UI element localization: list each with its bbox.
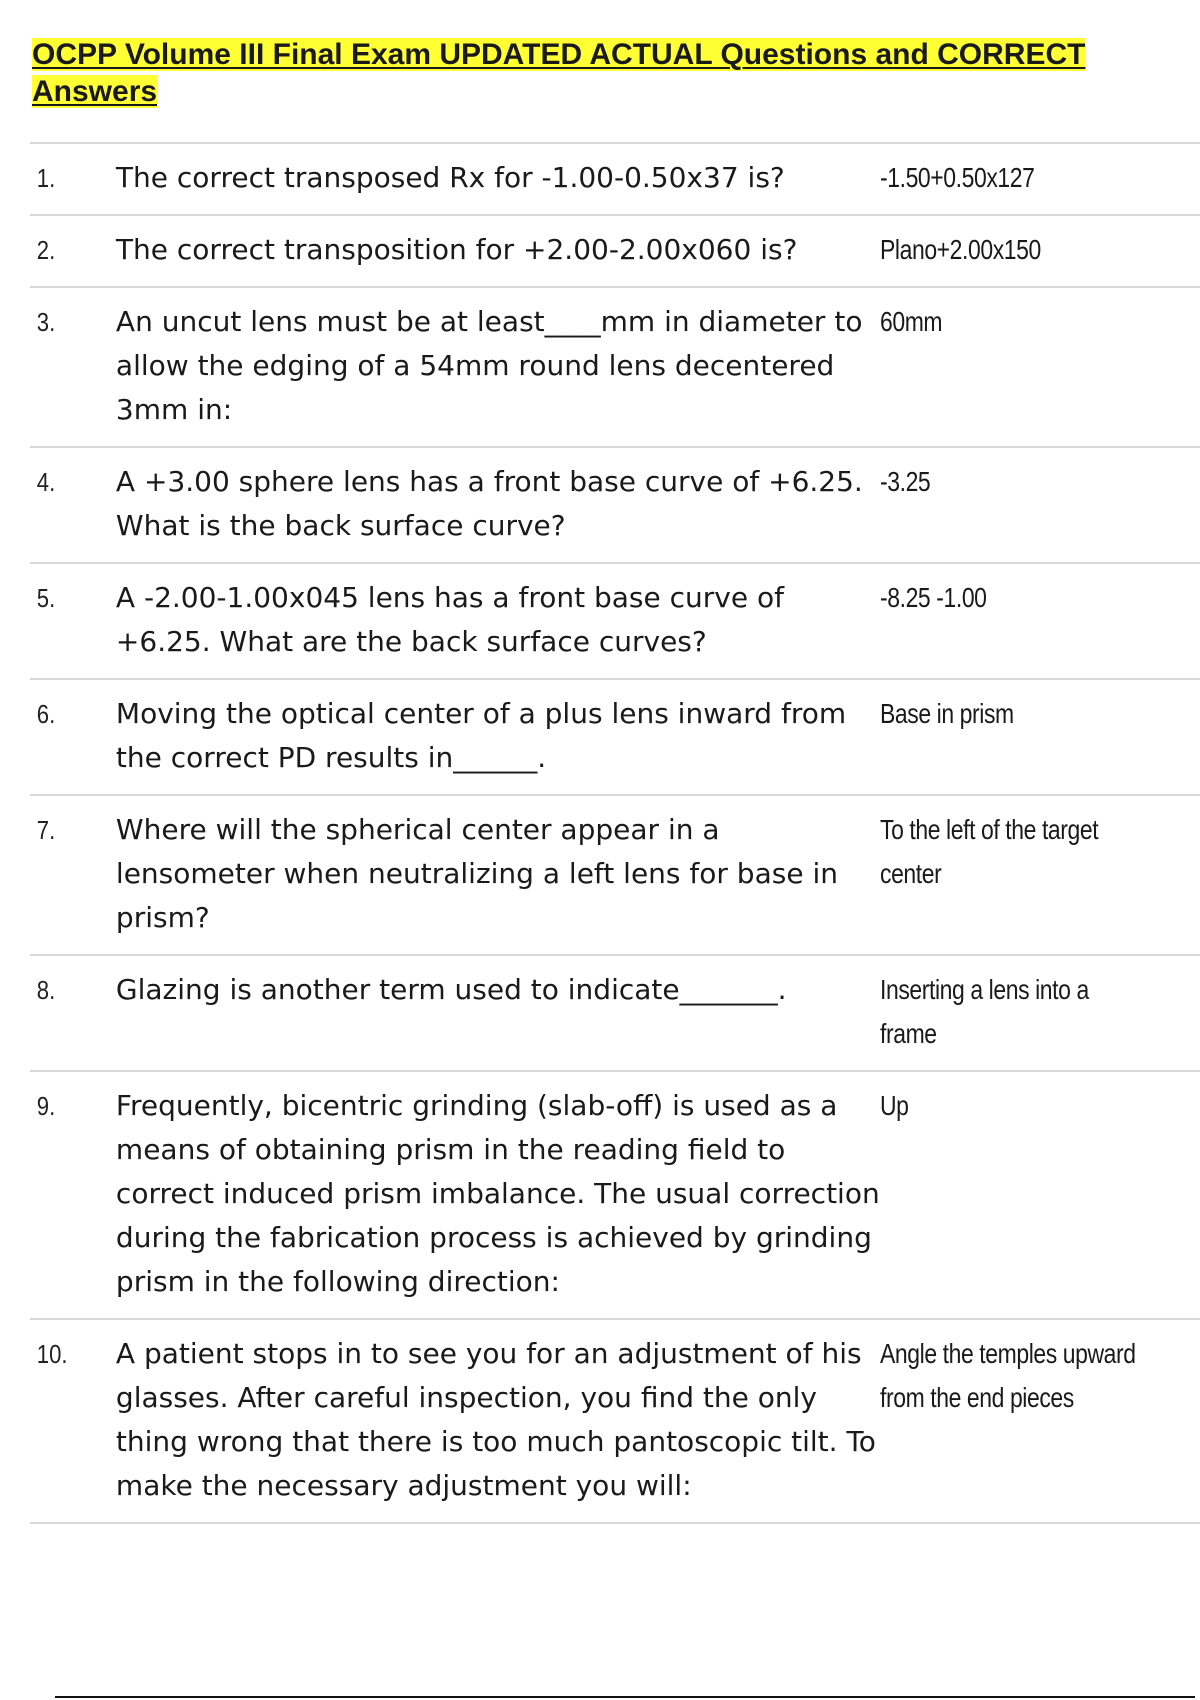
answer-text: Inserting a lens into a frame	[880, 974, 1089, 1049]
answer-cell	[880, 1319, 1200, 1523]
answer-cell	[880, 795, 1200, 955]
qa-row	[30, 215, 1200, 287]
answer-cell	[880, 143, 1200, 215]
question-number: 7.	[36, 815, 56, 845]
answer-cell	[880, 1071, 1200, 1319]
answer-cell	[880, 679, 1200, 795]
question-text: The correct transposition for +2.00-2.00x060 is?	[115, 233, 798, 266]
qa-row	[30, 955, 1200, 1071]
qa-row	[30, 143, 1200, 215]
qa-row	[30, 1319, 1200, 1523]
question-number: 6.	[36, 699, 56, 729]
answer-text: Angle the temples upward from the end pieces	[880, 1338, 1136, 1413]
question-text: A patient stops in to see you for an adjustment of his glasses. After careful inspection, you find the only thing wrong that there is too much pantoscopic tilt. To make the necessary adjustment you will:	[115, 1337, 876, 1502]
question-text: A +3.00 sphere lens has a front base curve of +6.25. What is the back surface curve?	[115, 465, 863, 542]
qa-table	[30, 142, 1200, 1524]
question-text: A -2.00-1.00x045 lens has a front base curve of +6.25. What are the back surface curves?	[115, 581, 784, 658]
answer-cell	[880, 563, 1200, 679]
qa-row	[30, 287, 1200, 447]
document-header	[32, 36, 1182, 110]
answer-text: To the left of the target center	[880, 814, 1099, 889]
answer-text: Plano+2.00x150	[880, 234, 1041, 265]
question-number: 4.	[36, 467, 56, 497]
question-text: Frequently, bicentric grinding (slab-off) is used as a means of obtaining prism in the reading field to correct induced prism imbalance. The usual correction during the fabrication process is achieved by grinding prism in the following direction:	[115, 1089, 880, 1298]
question-text: The correct transposed Rx for -1.00-0.50x37 is?	[115, 161, 785, 194]
answer-text: Up	[880, 1090, 909, 1121]
question-text: Where will the spherical center appear in a lensometer when neutralizing a left lens for base in prism?	[115, 813, 838, 934]
qa-row	[30, 1071, 1200, 1319]
answer-text: -3.25	[880, 466, 931, 497]
question-number: 2.	[36, 235, 56, 265]
question-number: 9.	[36, 1091, 56, 1121]
qa-row	[30, 795, 1200, 955]
document-title: OCPP Volume III Final Exam UPDATED ACTUAL Questions and CORRECT Answers	[32, 38, 1086, 108]
question-text: Moving the optical center of a plus lens inward from the correct PD results in______.	[115, 697, 847, 774]
answer-text: 60mm	[880, 306, 943, 337]
qa-row	[30, 447, 1200, 563]
question-number: 3.	[36, 307, 56, 337]
qa-row	[30, 563, 1200, 679]
answer-text: -1.50+0.50x127	[880, 162, 1035, 193]
question-number: 1.	[36, 163, 56, 193]
answer-text: -8.25 -1.00	[880, 582, 987, 613]
answer-cell	[880, 287, 1200, 447]
question-number: 10.	[36, 1339, 68, 1369]
qa-row	[30, 679, 1200, 795]
question-text: An uncut lens must be at least____mm in diameter to allow the edging of a 54mm round lens decentered 3mm in:	[115, 305, 863, 426]
answer-cell	[880, 447, 1200, 563]
answer-cell	[880, 215, 1200, 287]
footer-divider	[55, 1696, 1195, 1698]
question-text: Glazing is another term used to indicate_______.	[115, 973, 787, 1006]
question-number: 5.	[36, 583, 56, 613]
question-number: 8.	[36, 975, 56, 1005]
answer-text: Base in prism	[880, 698, 1014, 729]
answer-cell	[880, 955, 1200, 1071]
